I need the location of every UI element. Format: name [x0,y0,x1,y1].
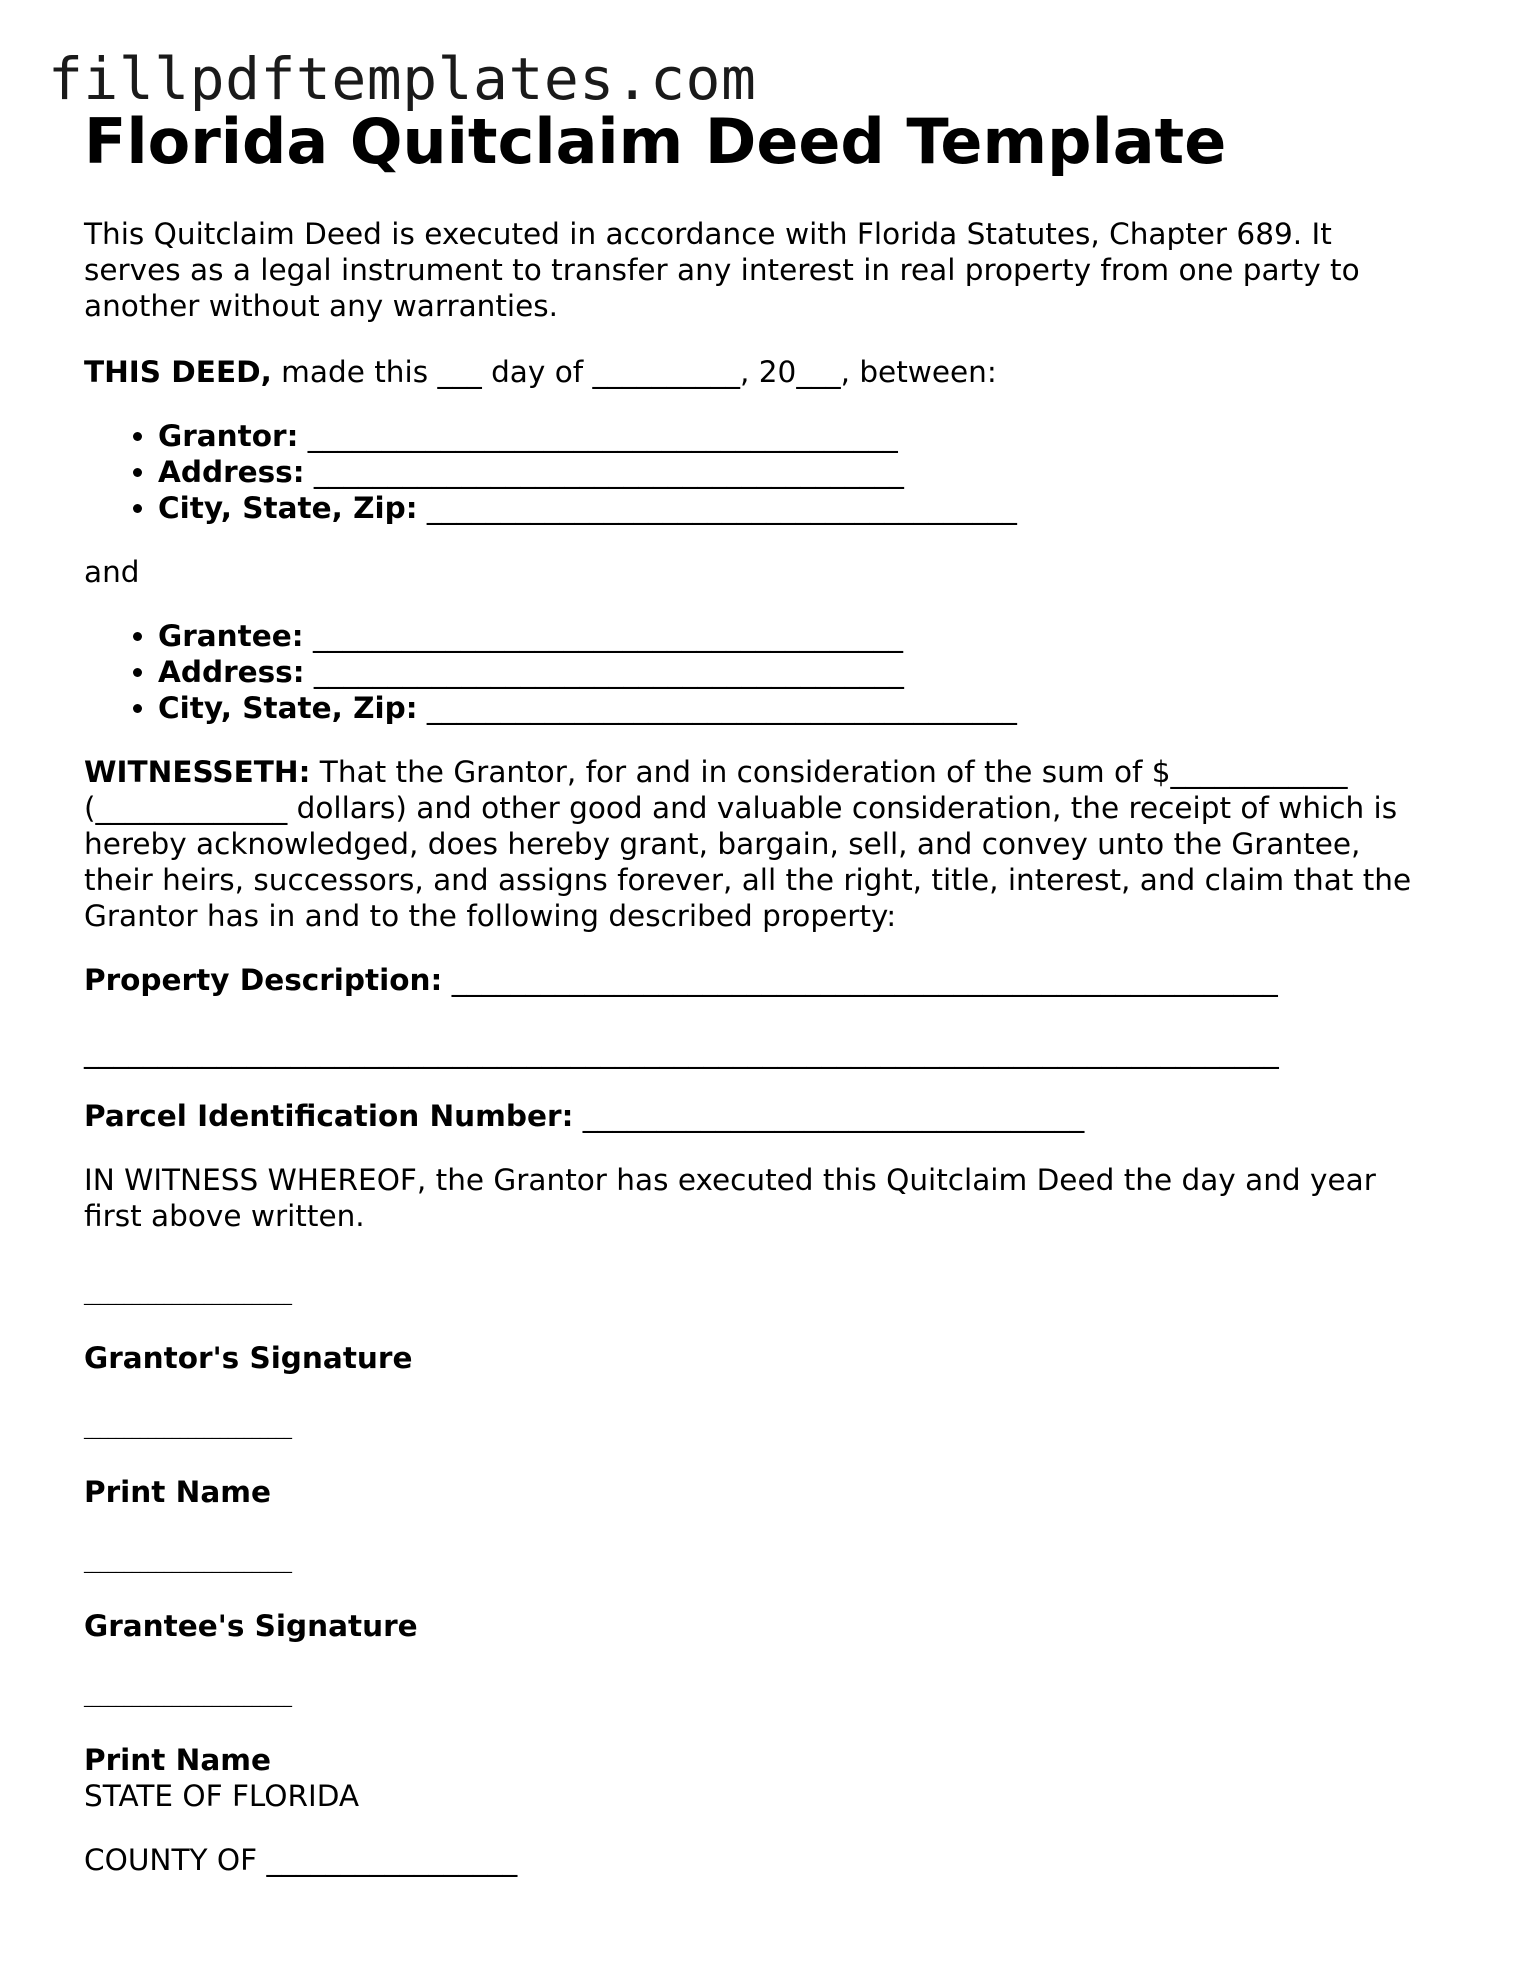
grantee-name-label: Grantee: [158,619,304,653]
grantor-print-name-label: Print Name [84,1475,271,1509]
grantor-signature-line[interactable]: __________________________ [84,1286,292,1305]
grantor-print-name-line[interactable]: __________________________ [84,1420,292,1439]
grantee-city-label: City, State, Zip: [158,691,418,725]
grantor-name-label: Grantor: [158,419,299,453]
witnesseth-paragraph [84,754,1424,934]
grantee-name-field[interactable]: ________________________________________ [303,619,903,653]
grantee-signature-label: Grantee's Signature [84,1609,418,1643]
grantor-signature-label: Grantor's Signature [84,1341,413,1375]
grantee-address-item [158,654,1424,690]
grantee-address-field[interactable]: ________________________________________ [304,655,904,689]
grantee-city-field[interactable]: ________________________________________ [417,691,1017,725]
county-line [84,1842,1424,1878]
grantor-list [84,418,1424,526]
parcel-id-line [84,1098,1424,1134]
document-body [84,102,1424,1906]
county-field[interactable]: _________________ [257,1843,518,1877]
deed-date-line [84,354,1424,390]
grantor-address-item [158,454,1424,490]
grantee-address-label: Address: [158,655,305,689]
grantee-name-item [158,618,1424,654]
property-description-field[interactable]: ________________________________________________________ [442,963,1278,997]
grantee-print-name-line[interactable]: __________________________ [84,1688,292,1707]
page-title: Florida Quitclaim Deed Template [84,105,1227,178]
witnesseth-text: That the Grantor, for and in consideration of the sum of $____________ (_____________ dollars) and other good and valuable consideration, the receipt of which is hereby acknowledged, does hereby grant, bargain, sell, and convey unto the Grantee, their heirs, successors, and assigns forever, all the right, title, interest, and claim that the Grantor has in and to the following described property: [84,755,1412,933]
and-text: and [84,555,140,589]
parcel-id-field[interactable]: __________________________________ [573,1099,1085,1133]
grantee-print-name-label: Print Name [84,1743,271,1777]
grantor-name-field[interactable]: ________________________________________ [298,419,898,453]
property-description-line [84,962,1424,998]
grantee-city-item [158,690,1424,726]
grantee-list [84,618,1424,726]
grantor-city-item [158,490,1424,526]
property-description-continuation[interactable] [84,1034,1424,1070]
grantor-address-field[interactable]: ________________________________________ [304,455,904,489]
property-description-field-2[interactable]: _________________________________________________________________________________ [84,1035,1279,1069]
in-witness-paragraph: IN WITNESS WHEREOF, the Grantor has executed this Quitclaim Deed the day and year first above written. [84,1163,1376,1233]
watermark: fillpdftemplates.com [48,45,757,113]
grantee-signature-line[interactable]: __________________________ [84,1554,292,1573]
grantor-address-label: Address: [158,455,305,489]
witnesseth-lead: WITNESSETH: [84,755,311,789]
grantor-city-label: City, State, Zip: [158,491,418,525]
state-line: STATE OF FLORIDA [84,1779,360,1813]
deed-lead: THIS DEED, [84,355,272,389]
grantor-city-field[interactable]: ________________________________________ [417,491,1017,525]
county-label: COUNTY OF [84,1843,258,1877]
grantor-name-item [158,418,1424,454]
parcel-id-label: Parcel Identification Number: [84,1099,574,1133]
deed-date-text[interactable]: made this ___ day of __________, 20___, between: [271,355,997,389]
intro-paragraph: This Quitclaim Deed is executed in accordance with Florida Statutes, Chapter 689. It serves as a legal instrument to transfer any interest in real property from one party to another without any warranties. [84,217,1360,323]
property-description-label: Property Description: [84,963,443,997]
